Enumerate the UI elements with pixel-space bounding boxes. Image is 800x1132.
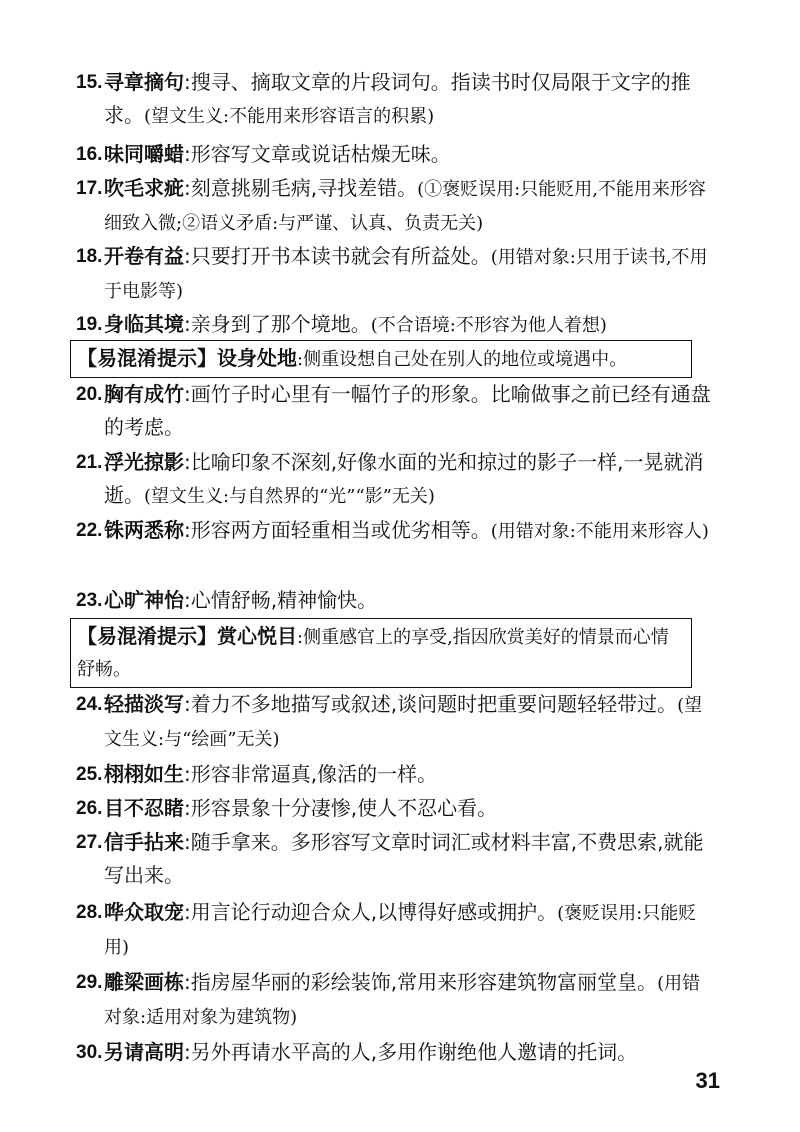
entry-24 [76,688,716,756]
entry-number: 16. [76,144,103,165]
entry-number: 21. [76,452,103,473]
entry-28 [76,896,716,964]
idiom-term: 铢两悉称 [104,518,184,542]
usage-note: (望文生义:与“绘画”无关) [104,695,703,750]
usage-note: (褒贬误用:只能贬用) [104,903,697,958]
entry-26 [76,792,716,825]
idiom-definition: :指房屋华丽的彩绘装饰,常用来形容建筑物富丽堂皇。 [184,970,658,994]
usage-note: (望文生义:不能用来形容语言的积累) [144,106,435,127]
entry-21 [76,446,716,513]
idiom-definition: :随手拿来。多形容写文章时词汇或材料丰富,不费思索,就能写出来。 [104,830,704,887]
entry-30 [76,1036,716,1069]
entry-17 [76,172,716,240]
entry-number: 18. [76,246,103,267]
entry-number: 20. [76,384,103,405]
entry-15 [76,66,716,133]
tip-term: 设身处地 [217,346,297,370]
entry-19 [76,308,716,342]
idiom-term: 信手拈来 [104,830,184,854]
idiom-definition: :亲身到了那个境地。 [184,312,371,336]
idiom-term: 吹毛求疵 [104,176,184,200]
usage-note: (用错对象:适用对象为建筑物) [104,973,701,1028]
entry-number: 30. [76,1042,103,1063]
idiom-term: 味同嚼蜡 [104,142,184,166]
tip-term: 赏心悦目 [217,624,297,648]
entry-16 [76,138,716,171]
usage-note: (不合语境:不形容为他人着想) [370,315,607,336]
usage-note: (望文生义:与自然界的“光”“影”无关) [144,486,435,507]
confusion-tip-box [70,340,692,378]
entry-number: 27. [76,832,103,853]
entry-22 [76,514,716,548]
idiom-definition: :形容景象十分凄惨,使人不忍心看。 [184,796,498,820]
idiom-definition: :形容非常逼真,像活的一样。 [184,762,438,786]
idiom-term: 目不忍睹 [104,796,184,820]
idiom-definition: :用言论行动迎合众人,以博得好感或拥护。 [184,900,558,924]
idiom-term: 雕梁画栋 [104,970,184,994]
idiom-term: 浮光掠影 [104,450,184,474]
entry-number: 29. [76,972,103,993]
confusion-tip-box [70,618,692,688]
idiom-term: 身临其境 [104,312,184,336]
entry-18 [76,240,716,308]
entry-number: 15. [76,72,103,93]
entry-number: 22. [76,520,103,541]
idiom-term: 寻章摘句 [104,70,184,94]
idiom-term: 心旷神怡 [104,588,184,612]
idiom-term: 胸有成竹 [104,382,184,406]
entry-29 [76,966,716,1034]
idiom-term: 另请高明 [104,1040,184,1064]
idiom-definition: :另外再请水平高的人,多用作谢绝他人邀请的托词。 [184,1040,638,1064]
usage-note: (用错对象:不能用来形容人) [490,521,709,542]
idiom-definition: :形容两方面轻重相当或优劣相等。 [184,518,491,542]
usage-note: (①褒贬误用:只能贬用,不能用来形容细致入微;②语义矛盾:与严谨、认真、负责无关) [104,179,706,234]
entry-number: 24. [76,694,103,715]
entry-20 [76,378,716,444]
tip-definition: :侧重感官上的享受,指因欣赏美好的情景而心情舒畅。 [77,627,669,680]
idiom-definition: :刻意挑剔毛病,寻找差错。 [184,176,418,200]
idiom-definition: :画竹子时心里有一幅竹子的形象。比喻做事之前已经有通盘的考虑。 [104,382,711,439]
page-number: 31 [695,1068,720,1093]
idiom-definition: :着力不多地描写或叙述,谈问题时把重要问题轻轻带过。 [184,692,678,716]
idiom-definition: :只要打开书本读书就会有所益处。 [184,244,491,268]
tip-definition: :侧重设想自己处在别人的地位或境遇中。 [297,349,628,370]
idiom-definition: :比喻印象不深刻,好像水面的光和掠过的影子一样,一晃就消逝。 [104,450,704,507]
idiom-term: 轻描淡写 [104,692,184,716]
idiom-term: 栩栩如生 [104,762,184,786]
idiom-definition: :形容写文章或说话枯燥无味。 [184,142,451,166]
entry-27 [76,826,716,892]
entry-number: 28. [76,902,103,923]
entry-number: 25. [76,764,103,785]
entry-number: 17. [76,178,103,199]
entry-25 [76,758,716,791]
tip-label: 【易混淆提示】 [77,346,217,370]
idiom-term: 哗众取宠 [104,900,184,924]
entry-23 [76,584,716,617]
usage-note: (用错对象:只用于读书,不用于电影等) [104,247,708,302]
entry-number: 19. [76,314,103,335]
idiom-definition: :心情舒畅,精神愉快。 [184,588,378,612]
entry-number: 26. [76,798,103,819]
idiom-term: 开卷有益 [104,244,184,268]
tip-label: 【易混淆提示】 [77,624,217,648]
entry-number: 23. [76,590,103,611]
idiom-definition: :搜寻、摘取文章的片段词句。指读书时仅局限于文字的推求。 [104,70,691,127]
